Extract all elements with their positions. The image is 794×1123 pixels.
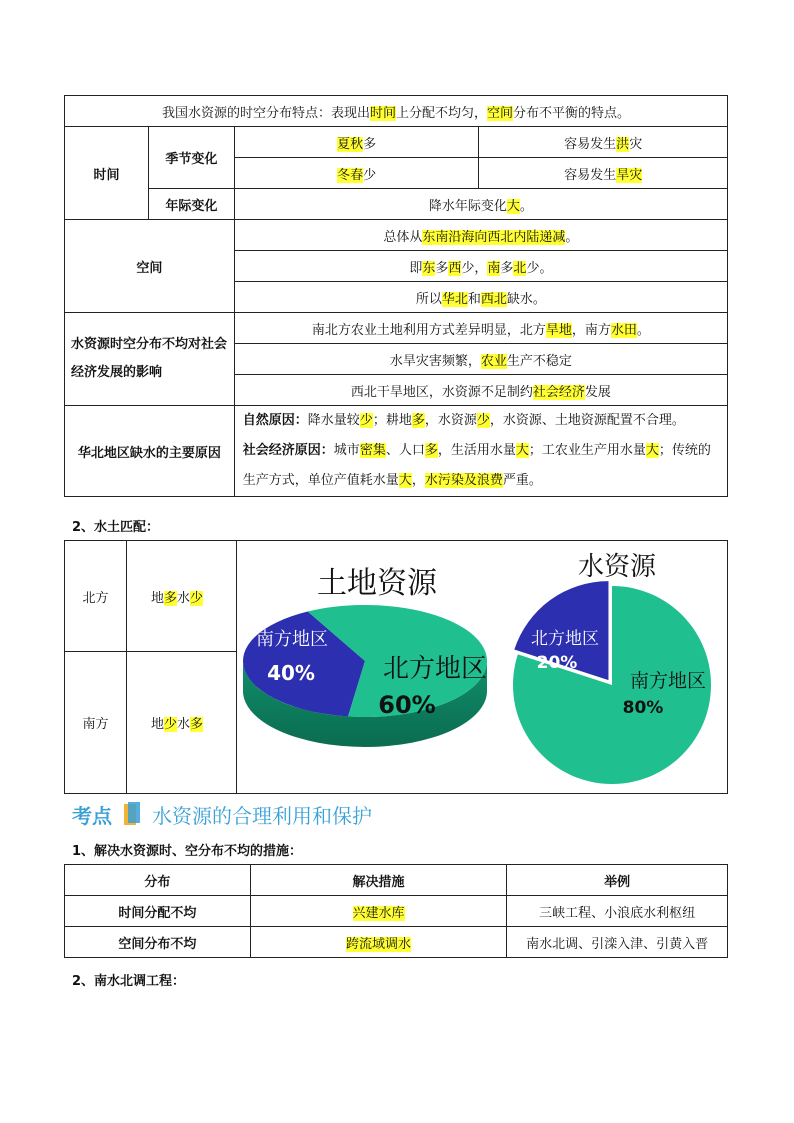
water-south-value: 80%	[622, 698, 664, 718]
north-label: 北方	[65, 541, 127, 652]
drought-cell: 容易发生旱灾	[479, 158, 728, 189]
impact-row-3: 西北干旱地区，水资源不足制约社会经济发展	[234, 375, 727, 406]
annual-cell: 降水年际变化大。	[234, 189, 727, 220]
natural-cause: 自然原因：降水量较少；耕地多，水资源少，水资源、土地资源配置不合理。	[242, 413, 685, 428]
north-cell: 地多水少	[127, 541, 237, 652]
measure-cell: 兴建水库	[250, 896, 507, 927]
water-south-label: 南方地区	[629, 670, 707, 692]
land-north-value: 60%	[378, 691, 436, 719]
south-label: 南方	[65, 652, 127, 794]
south-cell: 地少水多	[127, 652, 237, 794]
impact-row-2: 水旱灾害频繁，农业生产不稳定	[234, 344, 727, 375]
topic-label: 考点	[72, 803, 112, 828]
measures-table	[64, 864, 728, 958]
table-header: 我国水资源的时空分布特点：表现出时间上分配不均匀，空间分布不平衡的特点。	[65, 96, 728, 127]
season-label: 季节变化	[148, 127, 234, 189]
annual-label: 年际变化	[148, 189, 234, 220]
section-heading-2: 2、水土匹配：	[72, 520, 160, 535]
measure-cell: 跨流域调水	[250, 927, 507, 958]
table-row	[65, 927, 728, 958]
example-cell: 南水北调、引滦入津、引黄入晋	[507, 927, 728, 958]
topic-heading	[72, 799, 372, 829]
bookmark-icon	[122, 801, 142, 827]
land-south-label: 南方地区	[256, 629, 328, 650]
header-example: 举例	[507, 865, 728, 896]
space-row-3: 所以华北和西北缺水。	[234, 282, 727, 313]
topic-title: 水资源的合理利用和保护	[152, 803, 372, 828]
header-measure: 解决措施	[250, 865, 507, 896]
water-north-label: 北方地区	[531, 629, 599, 649]
pie-charts-cell	[237, 541, 728, 794]
pie-charts	[237, 541, 727, 789]
dist-cell: 空间分布不均	[65, 927, 251, 958]
space-row-1: 总体从东南沿海向西北内陆递减。	[234, 220, 727, 251]
land-chart-title: 土地资源	[317, 566, 437, 601]
water-distribution-table	[64, 95, 728, 497]
land-south-value: 40%	[267, 661, 315, 685]
space-label: 空间	[65, 220, 235, 313]
impact-label: 水资源时空分布不均对社会经济发展的影响	[65, 313, 235, 406]
dist-cell: 时间分配不均	[65, 896, 251, 927]
social-cause: 社会经济原因：城市密集、人口多，生活用水量大；工农业生产用水量大；传统的生产方式，单位产值耗水量大，水污染及浪费严重。	[242, 443, 711, 488]
land-water-table	[64, 540, 728, 794]
impact-row-1: 南北方农业土地利用方式差异明显，北方旱地，南方水田。	[234, 313, 727, 344]
water-north-value: 20%	[536, 653, 578, 673]
land-north-label: 北方地区	[382, 654, 488, 684]
cause-label: 华北地区缺水的主要原因	[65, 406, 235, 497]
section-heading-3: 1、解决水资源时、空分布不均的措施：	[72, 844, 303, 859]
header-distribution: 分布	[65, 865, 251, 896]
example-cell: 三峡工程、小浪底水利枢纽	[507, 896, 728, 927]
winter-cell: 冬春少	[234, 158, 479, 189]
section-heading-4: 2、南水北调工程：	[72, 974, 186, 989]
water-chart-title: 水资源	[577, 552, 657, 582]
summer-cell: 夏秋多	[234, 127, 479, 158]
time-label: 时间	[65, 127, 149, 220]
cause-cell	[234, 406, 727, 497]
space-row-2: 即东多西少，南多北少。	[234, 251, 727, 282]
table-row	[65, 896, 728, 927]
flood-cell: 容易发生洪灾	[479, 127, 728, 158]
